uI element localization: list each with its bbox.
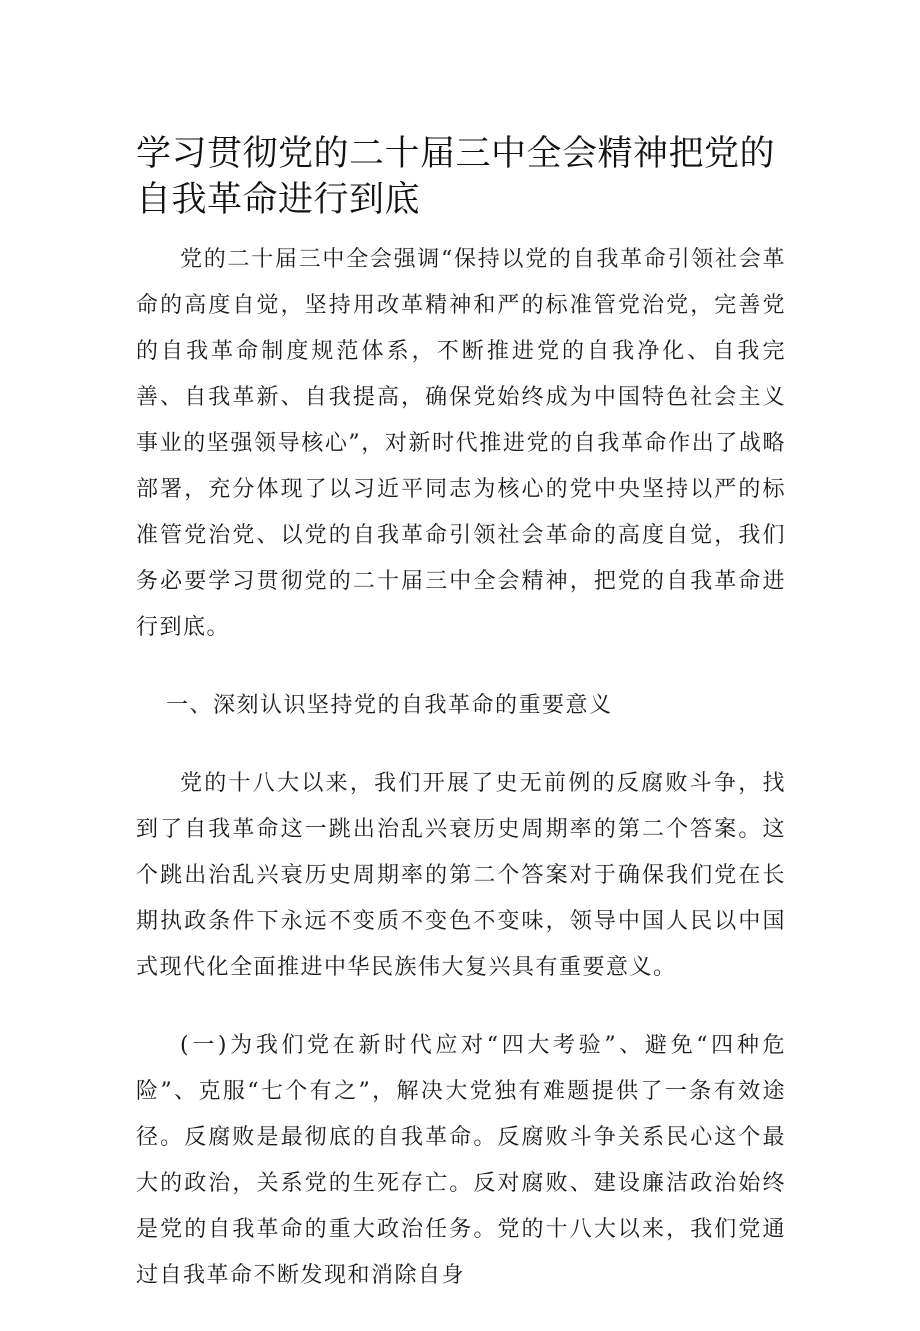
subsection-1-paragraph: (一)为我们党在新时代应对“四大考验”、避免“四种危险”、克服“七个有之”，解决大党独有难题提供了一条有效途径。反腐败是最彻底的自我革命。反腐败斗争关系民心这个最大的政治，关系党的生死存亡。反对腐败、建设廉洁政治始终是党的自我革命的重大政治任务。党的十八大以来，我们党通过自我革命不断发现和消除自身 bbox=[136, 1033, 786, 1288]
section-heading-1: 一、深刻认识坚持党的自我革命的重要意义 bbox=[166, 693, 613, 718]
document-title: 学习贯彻党的二十届三中全会精神把党的自我革命进行到底 bbox=[136, 134, 776, 220]
intro-paragraph: 党的二十届三中全会强调“保持以党的自我革命引领社会革命的高度自觉，坚持用改革精神和严的标准管党治党，完善党的自我革命制度规范体系，不断推进党的自我净化、自我完善、自我革新、自我提高，确保党始终成为中国特色社会主义事业的坚强领导核心”，对新时代推进党的自我革命作出了战略部署，充分体现了以习近平同志为核心的党中央坚持以严的标准管党治党、以党的自我革命引领社会革命的高度自觉，我们务必要学习贯彻党的二十届三中全会精神，把党的自我革命进行到底。 bbox=[136, 247, 786, 640]
section-1-paragraph: 党的十八大以来，我们开展了史无前例的反腐败斗争，找到了自我革命这一跳出治乱兴衰历史周期率的第二个答案。这个跳出治乱兴衰历史周期率的第二个答案对于确保我们党在长期执政条件下永远不变质不变色不变味，领导中国人民以中国式现代化全面推进中华民族伟大复兴具有重要意义。 bbox=[136, 771, 786, 980]
document-body bbox=[136, 237, 786, 1331]
